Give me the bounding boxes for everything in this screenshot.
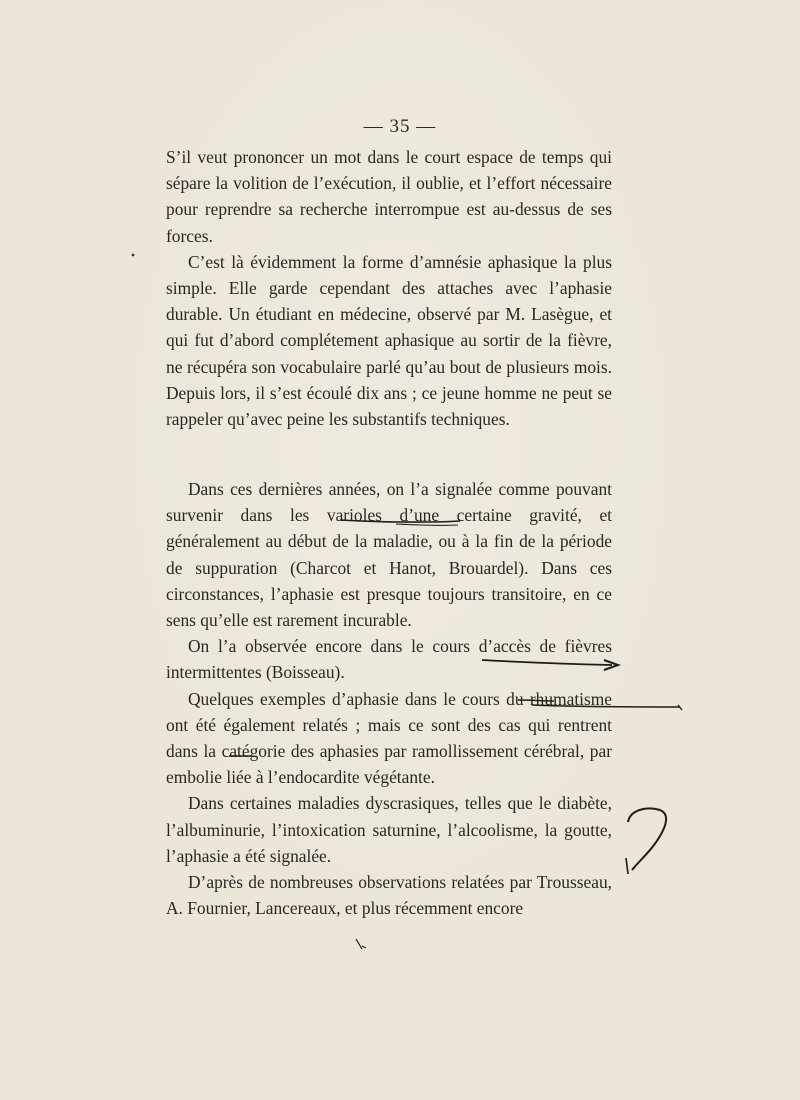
paragraph: C’est là évidemment la forme d’amnésie aphasique la plus simple. Elle garde cependant des attaches avec l’aphasie durable. Un étudiant en médecine, observé par M. Lasègue, et qui fut d’abord complétement aphasique au sortir de la fièvre, ne récupéra son vocabulaire parlé qu’au bout de plusieurs mois. Depuis lors, il s’est écoulé dix ans ; ce jeune homme ne peut se rappeler qu’avec peine les substantifs techniques.: [166, 251, 612, 430]
paragraph: Dans ces dernières années, on l’a signalée comme pouvant survenir dans les varioles d’une certaine gravité, et généralement au début de la maladie, ou à la fin de la période de suppuration (Charcot et Hanot, Brouardel). Dans ces circonstances, l’aphasie est presque toujours transitoire, en ce sens qu’elle est rarement incurable.: [166, 479, 612, 631]
paragraph: D’après de nombreuses observations relatées par Trousseau, A. Fournier, Lancereaux, et plus récemment encore: [166, 872, 612, 919]
text-block-top: [166, 144, 612, 432]
paragraph: On l’a observée encore dans le cours d’accès de fièvres intermittentes (Boisseau).: [166, 636, 612, 683]
handwritten-margin-symbol: [616, 800, 676, 880]
page-number: — 35 —: [363, 116, 437, 137]
paragraph: S’il veut prononcer un mot dans le court espace de temps qui sépare la volition de l’exécution, il oublie, et l’effort nécessaire pour reprendre sa recherche interrompue est au-dessus de ses forces.: [166, 147, 612, 246]
handwritten-arrow: [478, 652, 628, 674]
margin-dots: [128, 250, 140, 260]
handwritten-underline: [336, 514, 466, 528]
handwritten-mark: [226, 752, 256, 760]
paragraph: Quelques exemples d’aphasie dans le cours du rhumatisme ont été également relatés ; mais ce sont des cas qui rentrent dans la catégorie des aphasies par ramollissement cérébral, par embolie liée à l’endocardite végétante.: [166, 688, 612, 788]
handwritten-line: [512, 695, 687, 723]
paragraph: Dans certaines maladies dyscrasiques, telles que le diabète, l’albuminurie, l’intoxication saturnine, l’alcoolisme, la goutte, l’aphasie a été signalée.: [166, 793, 612, 866]
handwritten-tick: [352, 936, 372, 952]
